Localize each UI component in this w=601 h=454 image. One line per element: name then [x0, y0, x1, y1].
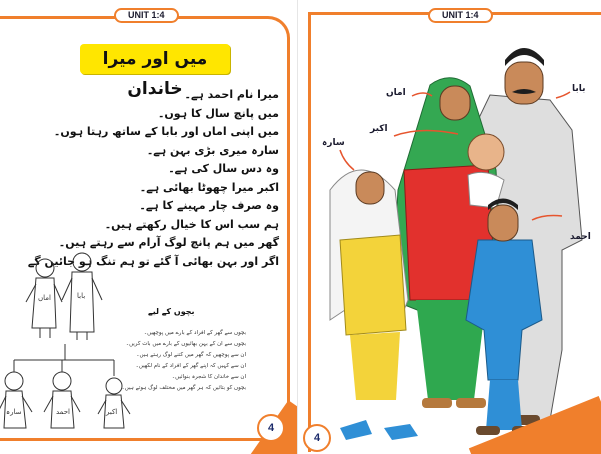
ahmed-figure	[44, 372, 80, 428]
sentence: وہ صرف چار مہینے کا ہے۔	[139, 199, 279, 212]
sentence: گھر میں ہم پانچ لوگ آرام سے رہتے ہیں۔	[58, 236, 279, 249]
tree-label-father: بابا	[77, 292, 86, 300]
arrow-sara	[340, 150, 354, 170]
teacher-note: ان سے پوچھیں کہ گھر میں کتنے لوگ رہتے ہیں۔	[136, 352, 246, 358]
page-number: 4	[303, 424, 331, 452]
label-ahmed: احمد	[570, 232, 591, 242]
sentence: میں اپنی اماں اور بابا کے ساتھ رہتا ہوں۔	[53, 125, 279, 138]
unit-badge: UNIT 1:4	[114, 8, 179, 23]
teacher-note: ان سے کہیں کہ اپنے گھر کے افراد کے نام لکھیں۔	[135, 363, 246, 369]
teacher-note: بچوں سے گھر کے افراد کے بارے میں پوچھیں۔	[143, 330, 246, 336]
page-number: 4	[257, 414, 285, 442]
sentence: اکبر میرا چھوٹا بھائی ہے۔	[139, 180, 279, 194]
reading-text	[27, 86, 279, 271]
sara-figure	[0, 372, 32, 428]
right-page	[300, 0, 601, 454]
sentence: میں پانچ سال کا ہوں۔	[157, 106, 279, 120]
label-sara: سارہ	[322, 138, 345, 148]
tree-label-ahmed: احمد	[56, 408, 70, 416]
sentence: اگر اور بہن بھائی آ گئے تو ہم تنگ ہو جائیں گے	[27, 254, 279, 268]
sentence: سارہ میری بڑی بہن ہے۔	[146, 143, 279, 157]
left-page	[0, 0, 298, 454]
tree-label-sara: سارہ	[6, 408, 22, 416]
label-father: بابا	[572, 84, 586, 94]
teacher-note: بچوں سے ان کے بہن بھائیوں کے بارے میں بات کریں۔	[125, 341, 246, 347]
page-title: میں اور میرا خاندان	[80, 44, 230, 74]
teacher-notes	[118, 328, 246, 394]
sentence: وہ دس سال کی ہے۔	[168, 162, 279, 175]
sentence: میرا نام احمد ہے۔	[184, 88, 279, 101]
arrow-father	[556, 92, 570, 98]
tree-label-akbar: اکبر	[106, 408, 118, 416]
teacher-notes-heading: بچوں کے لیے	[148, 307, 195, 316]
unit-badge: UNIT 1:4	[428, 8, 493, 23]
sentence: ہم سب اس کا خیال رکھتے ہیں۔	[104, 217, 279, 231]
teacher-note: ان سے خاندان کا شجرہ بنوائیں۔	[171, 374, 246, 380]
teacher-note: بچوں کو بتائیں کہ ہر گھر میں مختلف لوگ ہوتے ہیں۔	[121, 385, 246, 391]
family-illustration	[300, 0, 601, 454]
tree-label-mother: اماں	[38, 294, 51, 302]
label-mother: اماں	[386, 88, 406, 98]
label-akbar: اکبر	[370, 124, 388, 134]
